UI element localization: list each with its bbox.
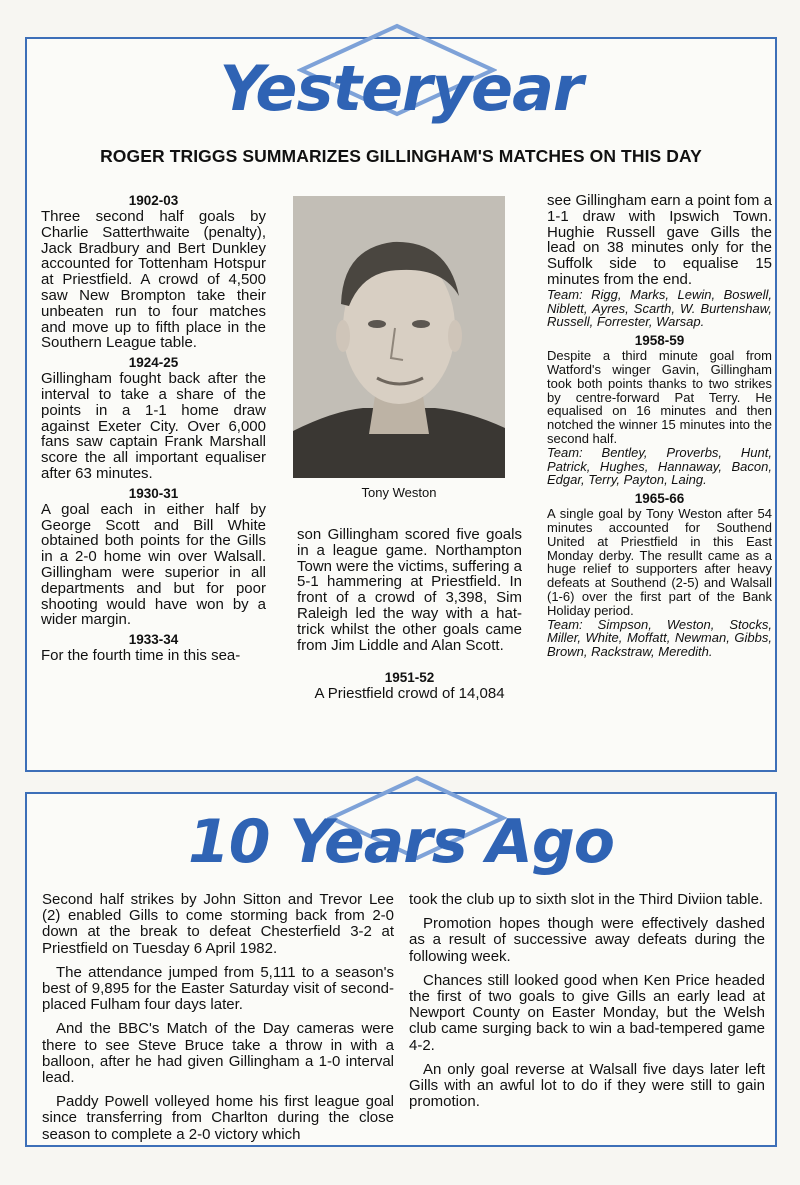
team-list: Team: Bentley, Proverbs, Hunt, Patrick, Hughes, Hannaway, Bacon, Edgar, Terry, Payton, Laing. <box>547 444 772 488</box>
paragraph: An only goal reverse at Walsall five days later left Gills with an awful lot to do if they were still to gain promotion. <box>409 1060 765 1111</box>
paragraph: And the BBC's Match of the Day cameras were there to see Steve Bruce take a throw in with a balloon, after he had given Gillingham a 1-0 interval lead. <box>42 1020 394 1087</box>
team-list: Team: Rigg, Marks, Lewin, Boswell, Niblett, Ayres, Scarth, W. Burtenshaw, Russell, Forrester, Warsap. <box>547 286 772 330</box>
right-column <box>409 892 765 1118</box>
left-column <box>42 892 394 1151</box>
season-heading: 1958-59 <box>634 333 685 349</box>
season-text: For the fourth time in this sea- <box>41 647 241 665</box>
section-subhead: ROGER TRIGGS SUMMARIZES GILLINGHAM'S MATCHES ON THIS DAY <box>100 146 702 166</box>
team-list: Team: Simpson, Weston, Stocks, Miller, White, Moffatt, Newman, Gibbs, Brown, Rackstraw, Meredith. <box>547 616 772 660</box>
portrait-image <box>293 196 505 478</box>
season-text: Despite a third minute goal from Watford's winger Gavin, Gillingham took both points thanks to two strikes by centre-forward Pat Terry. He equalised on 16 minutes and then notched the winner 15 minutes into the second half. <box>547 348 772 446</box>
paragraph: Paddy Powell volleyed home his first league goal since transferring from Charlton during the close season to complete a 2-0 victory which <box>42 1093 394 1143</box>
paragraph: Promotion hopes though were effectively dashed as a result of successive away defeats during the following week. <box>409 915 765 965</box>
paragraph: The attendance jumped from 5,111 to a season's best of 9,895 for the Easter Saturday visit of second-placed Fulham four days later. <box>42 963 394 1014</box>
section-title: Yesteryear <box>219 52 583 125</box>
season-heading: 1930-31 <box>128 485 179 501</box>
season-text: son Gillingham scored five goals in a league game. Northampton Town were the victims, suffering a 5-1 hammering at Priestfield. In front of a crowd of 3,398, Sim Raleigh led the way with a hat-trick whilst the other goals came from Jim Liddle and Alan Scott. <box>297 526 522 654</box>
season-text: Gillingham fought back after the interval to take a share of the points in a 1-1 home draw against Exeter City. Over 6,000 fans saw captain Frank Marshall score the all important equaliser after 63 minutes. <box>41 370 266 482</box>
paragraph: Chances still looked good when Ken Price headed the first of two goals to give Gills an early lead at Newport County on Easter Monday, but the Welsh club came surging back to win a bad-tempered game 4-2. <box>409 971 765 1054</box>
season-text: see Gillingham earn a point fom a 1-1 draw with Ipswich Town. Hughie Russell gave Gills the lead on 38 minutes only for the Suffolk side to equalise 15 minutes from the end. <box>547 192 772 288</box>
right-column <box>547 193 772 659</box>
paragraph: took the club up to sixth slot in the Third Diviion table. <box>409 891 764 908</box>
photo-caption: Tony Weston <box>361 485 437 500</box>
season-heading: 1951-52 <box>384 670 435 686</box>
season-heading: 1902-03 <box>128 193 179 208</box>
player-photo <box>293 196 505 478</box>
season-heading: 1924-25 <box>128 355 179 371</box>
middle-column <box>297 527 522 702</box>
section-title: 10 Years Ago <box>187 807 615 877</box>
season-text: Three second half goals by Charlie Satterthwaite (penalty), Jack Bradbury and Bert Dunkley accounted for Tottenham Hotspur at Priestfield. A crowd of 4,500 saw New Brompton take their unbeaten run to four matches and move up to fifth place in the Southern League table. <box>41 208 266 352</box>
season-text: A goal each in either half by George Scott and Bill White obtained both points for the Gills in a 2-0 home win over Walsall. Gillingham were superior in all departments and but for poor shooting would have won by a wider margin. <box>41 500 266 629</box>
season-text: A Priestfield crowd of 14,084 <box>314 685 505 703</box>
ten-years-ago-panel <box>25 792 777 1147</box>
season-heading: 1965-66 <box>634 491 685 507</box>
season-heading: 1933-34 <box>128 632 179 648</box>
season-text: A single goal by Tony Weston after 54 minutes accounted for Southend United at Priestfield in this East Monday derby. The resullt came as a huge relief to supporters after heavy defeats at Southend (2-5) and Walsall (1-6) over the first part of the Bank Holiday period. <box>547 506 772 618</box>
left-column <box>41 193 266 664</box>
yesteryear-panel <box>25 37 777 772</box>
paragraph: Second half strikes by John Sitton and Trevor Lee (2) enabled Gills to come storming back from 2-0 down at the break to defeat Chesterfield 3-2 at Priestfield on Tuesday 6 April 1982. <box>42 891 394 957</box>
